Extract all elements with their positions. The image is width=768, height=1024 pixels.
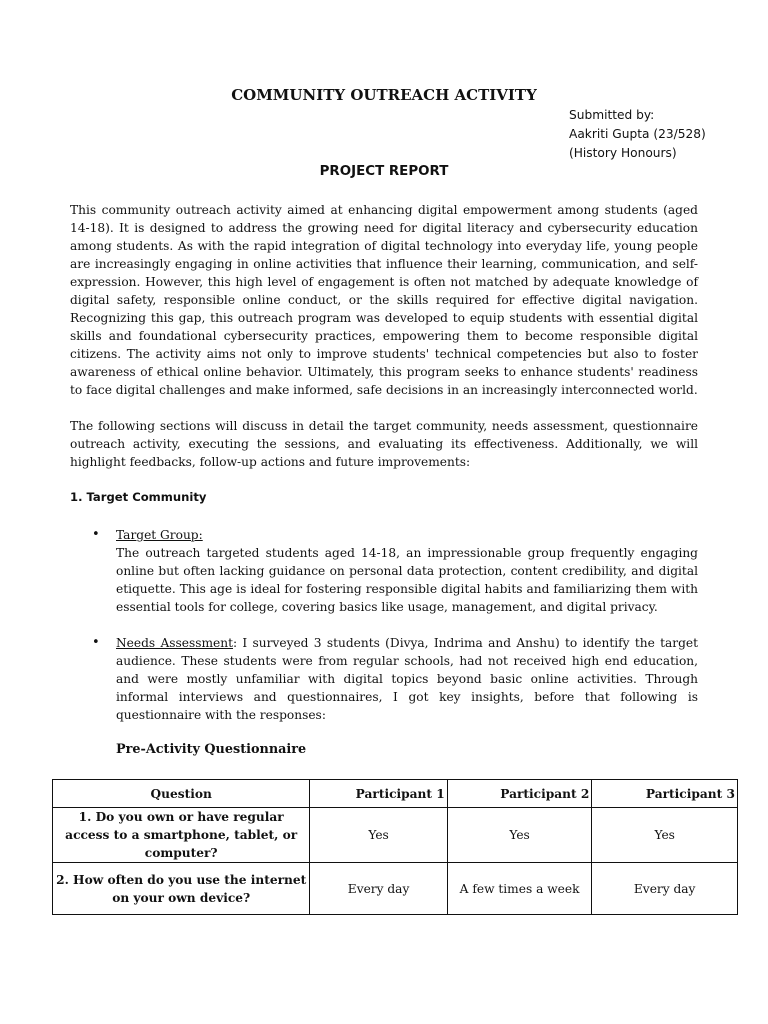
bullet-icon: • [92, 527, 100, 542]
bullet-target-group [92, 526, 698, 616]
bullet-needs-assessment [92, 634, 698, 724]
author-course: (History Honours) [569, 146, 677, 160]
table-row [53, 808, 738, 863]
report-title: PROJECT REPORT [319, 164, 449, 179]
needs-assessment-label: Needs Assessment [116, 636, 234, 650]
section-heading-target-community: 1. Target Community [70, 490, 207, 504]
bullet-icon: • [92, 635, 100, 650]
header-participant-1: Participant 1 [310, 780, 447, 808]
author-name: Aakriti Gupta (23/528) [569, 127, 706, 141]
table-header-row [53, 780, 738, 808]
question-cell: 2. How often do you use the internet on your own device? [53, 863, 310, 915]
answer-cell: A few times a week [447, 863, 592, 915]
answer-cell: Every day [592, 863, 738, 915]
header-participant-2: Participant 2 [447, 780, 592, 808]
intro-paragraph-2: The following sections will discuss in detail the target community, needs assessment, questionnaire outreach activity, executing the sessions, and evaluating its effectiveness. Additionally, we will highlight feedbacks, follow-up actions and future improvements: [70, 419, 698, 469]
submitted-by-block [569, 106, 706, 163]
header-participant-3: Participant 3 [592, 780, 738, 808]
answer-cell: Yes [592, 808, 738, 863]
question-cell: 1. Do you own or have regular access to a smartphone, tablet, or computer? [53, 808, 310, 863]
submitted-by-label: Submitted by: [569, 108, 655, 122]
questionnaire-table [52, 779, 738, 915]
document-title: COMMUNITY OUTREACH ACTIVITY [231, 86, 537, 104]
answer-cell: Yes [310, 808, 447, 863]
header-question: Question [53, 780, 310, 808]
needs-assessment-text: : I surveyed 3 students (Divya, Indrima and Anshu) to identify the target audience. These students were from regular schools, had not received high end education, and were mostly unfamiliar with digital topics beyond basic online activities. Through informal interviews and questionnaires, I got key insights, before that following is questionnaire with the responses: [116, 636, 698, 722]
target-group-label: Target Group: [116, 528, 203, 542]
questionnaire-title: Pre-Activity Questionnaire [116, 742, 307, 757]
intro-paragraph-1: This community outreach activity aimed at enhancing digital empowerment among students (aged 14-18). It is designed to address the growing need for digital literacy and cybersecurity education among students. As with the rapid integration of digital technology into everyday life, young people are increasingly engaging in online activities that influence their learning, communication, and self-expression. However, this high level of engagement is often not matched by adequate knowledge of digital safety, responsible online conduct, or the skills required for effective digital navigation. Recognizing this gap, this outreach program was developed to equip students with essential digital skills and foundational cybersecurity practices, empowering them to become responsible digital citizens. The activity aims not only to improve students' technical competencies but also to foster awareness of ethical online behavior. Ultimately, this program seeks to enhance students' readiness to face digital challenges and make informed, safe decisions in an increasingly interconnected world. [70, 203, 698, 397]
answer-cell: Yes [447, 808, 592, 863]
target-group-text: The outreach targeted students aged 14-18, an impressionable group frequently engaging online but often lacking guidance on personal data protection, content credibility, and digital etiquette. This age is ideal for fostering responsible digital habits and familiarizing them with essential tools for college, covering basics like usage, management, and digital privacy. [116, 546, 698, 614]
answer-cell: Every day [310, 863, 447, 915]
table-row [53, 863, 738, 915]
